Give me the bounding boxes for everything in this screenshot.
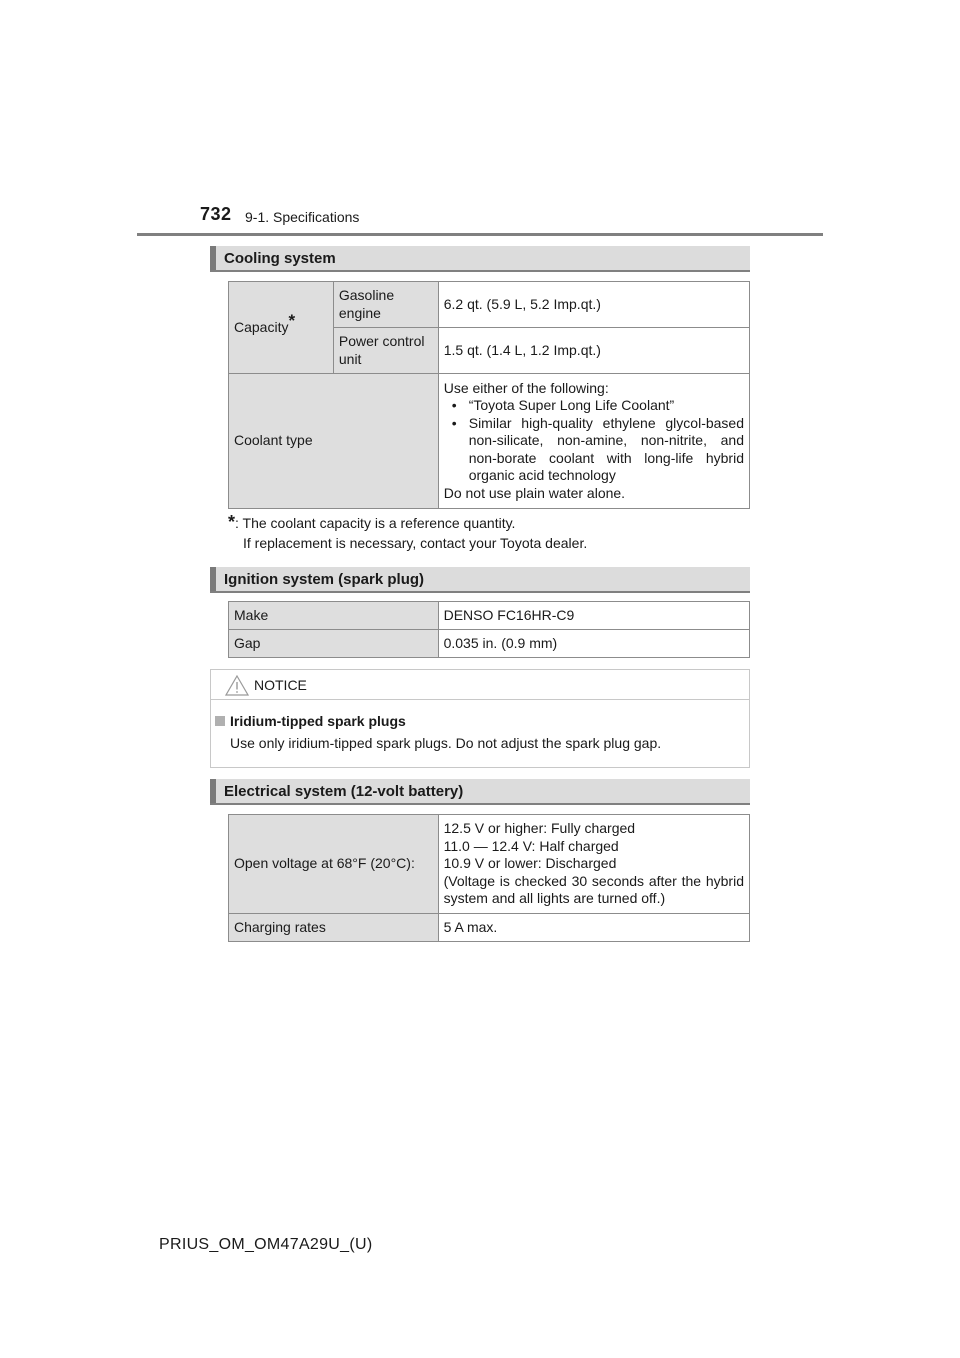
ignition-section-title: Ignition system (spark plug)	[224, 571, 425, 588]
voltage-line: 11.0 — 12.4 V: Half charged	[443, 837, 619, 854]
cooling-table	[228, 281, 750, 509]
gasoline-engine-label: Gasoline engine	[333, 282, 438, 328]
footnote-line-1: : The coolant capacity is a reference quantity.	[235, 515, 516, 531]
voltage-line: 12.5 V or higher: Fully charged	[443, 820, 636, 837]
coolant-note: Do not use plain water alone.	[443, 484, 626, 501]
table-row	[229, 914, 750, 942]
coolant-intro: Use either of the following:	[443, 379, 609, 396]
open-voltage-value	[438, 815, 749, 914]
make-label: Make	[229, 602, 439, 630]
notice-label: NOTICE	[254, 677, 307, 693]
ignition-table	[228, 601, 750, 658]
notice-title-text: Iridium-tipped spark plugs	[230, 713, 406, 729]
gap-label: Gap	[229, 630, 439, 658]
electrical-section-title: Electrical system (12-volt battery)	[224, 783, 464, 800]
cooling-section-title: Cooling system	[224, 250, 336, 267]
capacity-asterisk: *	[288, 311, 296, 331]
capacity-footnote	[228, 512, 587, 553]
power-control-unit-value: 1.5 qt. (1.4 L, 1.2 Imp.qt.)	[438, 328, 749, 374]
gap-value: 0.035 in. (0.9 mm)	[438, 630, 749, 658]
ignition-section-heading	[210, 567, 750, 593]
heading-bar	[210, 246, 216, 270]
notice-body: Use only iridium-tipped spark plugs. Do not adjust the spark plug gap.	[230, 735, 662, 751]
table-row	[229, 374, 750, 509]
power-control-unit-label: Power control unit	[333, 328, 438, 374]
table-row	[229, 815, 750, 914]
electrical-section-heading	[210, 779, 750, 805]
cooling-section-heading	[210, 246, 750, 272]
table-row	[229, 602, 750, 630]
charging-rates-value: 5 A max.	[438, 914, 749, 942]
document-code: PRIUS_OM_OM47A29U_(U)	[159, 1236, 373, 1253]
table-row	[229, 282, 750, 328]
table-row	[229, 630, 750, 658]
list-item: • “Toyota Super Long Life Coolant”	[444, 397, 744, 415]
footnote-asterisk: *	[228, 512, 236, 532]
coolant-list	[444, 397, 744, 485]
section-reference: 9-1. Specifications	[245, 209, 360, 225]
open-voltage-label: Open voltage at 68°F (20°C):	[229, 815, 439, 914]
heading-bar	[210, 567, 216, 591]
heading-bar	[210, 779, 216, 803]
notice-box	[210, 669, 750, 768]
square-bullet-icon	[215, 716, 225, 726]
coolant-type-label: Coolant type	[229, 374, 439, 509]
header-rule	[137, 233, 823, 236]
voltage-line: 10.9 V or lower: Discharged	[443, 855, 617, 872]
notice-header	[211, 670, 749, 700]
warning-triangle-icon	[225, 675, 249, 696]
electrical-table	[228, 814, 750, 942]
capacity-label-cell	[229, 282, 334, 374]
make-value: DENSO FC16HR-C9	[438, 602, 749, 630]
charging-rates-label: Charging rates	[229, 914, 439, 942]
footnote-line-2: If replacement is necessary, contact your Toyota dealer.	[243, 535, 588, 551]
page-number: 732	[200, 204, 232, 224]
capacity-label: Capacity	[234, 319, 289, 336]
coolant-type-value	[438, 374, 749, 509]
list-item: • Similar high-quality ethylene glycol-based non-silicate, non-amine, non-nitrite, and non-borate coolant with long-life hybrid organic acid technology	[444, 415, 744, 485]
notice-title	[215, 713, 406, 729]
gasoline-engine-value: 6.2 qt. (5.9 L, 5.2 Imp.qt.)	[438, 282, 749, 328]
voltage-note: (Voltage is checked 30 seconds after the hybrid system and all lights are turned off.)	[443, 872, 744, 907]
